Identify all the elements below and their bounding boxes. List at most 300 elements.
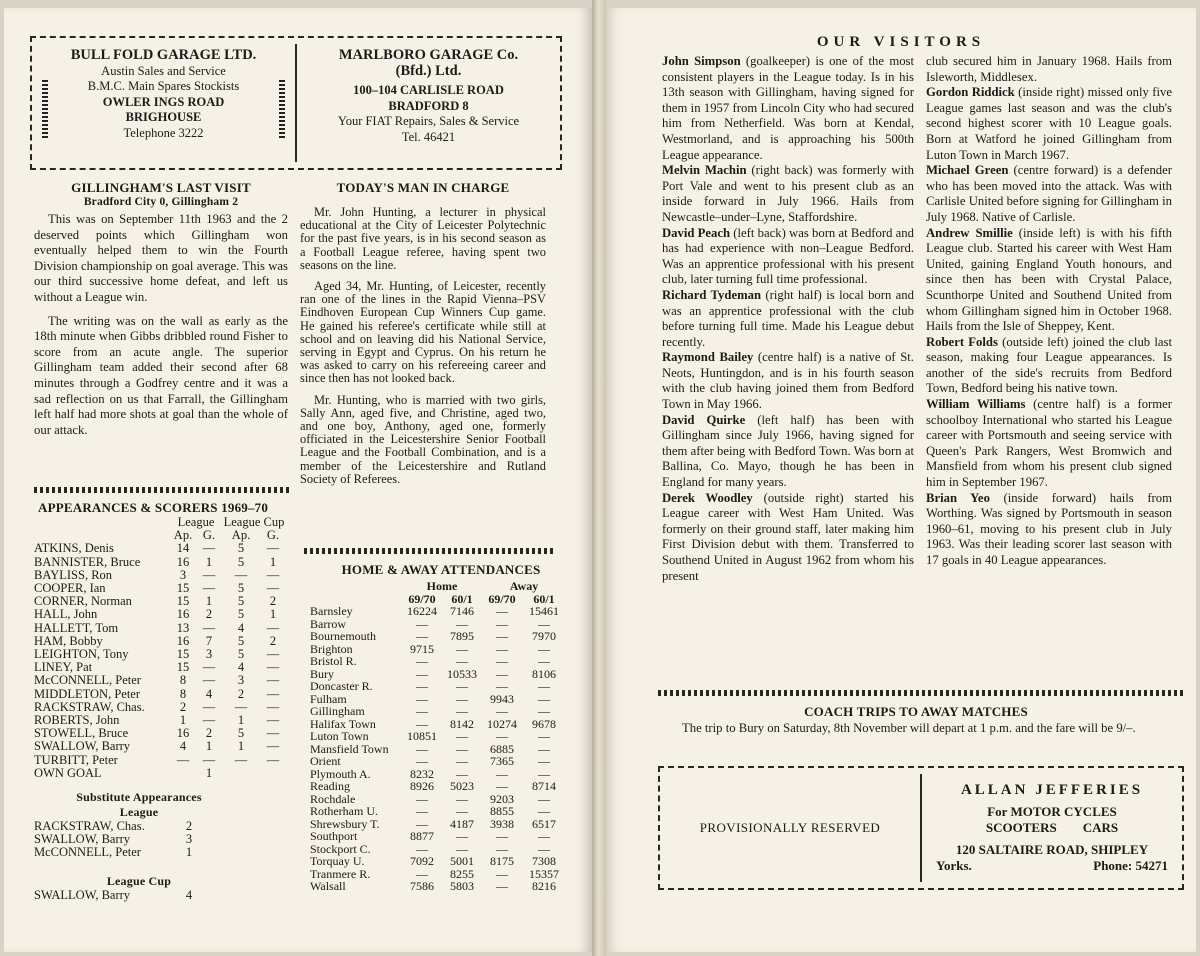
row-value: 15 <box>176 581 190 596</box>
bull-fold-name: BULL FOLD GARAGE LTD. <box>70 47 257 63</box>
row-label: Fulham <box>310 691 347 706</box>
row-value <box>222 767 260 780</box>
row-value: — <box>416 666 428 681</box>
row-label: Plymouth A. <box>310 766 371 781</box>
row-label: Barnsley <box>310 604 353 618</box>
row-value: 4 <box>205 686 213 701</box>
col-header: G. <box>202 528 216 543</box>
row-value: 5 <box>237 554 245 569</box>
row-value: 7895 <box>450 629 474 643</box>
col-header: 69/70 <box>408 591 436 606</box>
attendances-table <box>310 580 566 893</box>
row-label: Stockport C. <box>310 841 371 856</box>
player-name: David Quirke <box>662 412 746 427</box>
decor-bars-icon <box>42 80 48 138</box>
row-label: Gillingham <box>310 704 365 718</box>
row-value: — <box>496 666 508 681</box>
row-label: Walsall <box>310 879 346 893</box>
table-row <box>34 556 286 569</box>
row-value: 2 <box>205 607 213 622</box>
row-value: — <box>266 541 280 556</box>
row-value: 1 <box>237 739 245 754</box>
row-label: ROBERTS, John <box>34 713 120 728</box>
row-value: — <box>456 741 468 756</box>
row-label: McCONNELL, Peter <box>34 845 141 860</box>
ad-line: Your FIAT Repairs, Sales & Service <box>337 114 520 128</box>
row-value: — <box>266 581 280 596</box>
col-header: G. <box>266 528 280 543</box>
player-text: (right half) is local born and was an apprentice professional with the club before turning full time. Made his League debut recently. <box>662 287 914 349</box>
row-label: OWN GOAL <box>34 765 102 780</box>
row-label: Luton Town <box>310 729 369 743</box>
player-text: (inside left) is with his fifth League club. Started his career with West Ham United, gaining England Youth honours, and since then has been with Crystal Palace, Scunthorpe United and Southend United from whom Gillingham signed him in October 1968. Hails from the Isle of Sheppey, Kent. <box>926 225 1172 334</box>
row-value: — <box>538 829 550 843</box>
row-value: — <box>416 704 428 718</box>
row-value <box>170 767 196 780</box>
row-label: RACKSTRAW, Chas. <box>34 819 145 834</box>
row-value: — <box>266 567 280 582</box>
row-label: Brighton <box>310 641 353 656</box>
row-value: 7146 <box>450 604 474 618</box>
ad-line: Tel. 46421 <box>401 129 456 144</box>
row-value: 3 <box>237 673 245 688</box>
right-advert-box <box>658 766 1184 890</box>
row-value: 16 <box>176 607 190 622</box>
row-value: 5 <box>237 594 245 609</box>
row-value: 8232 <box>410 766 434 781</box>
row-value: 8255 <box>450 866 474 881</box>
row-value: — <box>456 679 468 693</box>
row-value: 1 <box>205 765 213 780</box>
row-value: — <box>202 673 216 688</box>
row-value: 5023 <box>450 779 474 793</box>
row-value: 8877 <box>410 829 434 843</box>
match-result: Bradford City 0, Gillingham 2 <box>83 196 239 208</box>
player-profile <box>662 413 914 491</box>
table-row <box>310 655 566 668</box>
col-header: League Cup <box>223 515 285 529</box>
row-value: — <box>202 541 216 556</box>
row-value: 9678 <box>532 716 556 731</box>
row-value: 9715 <box>410 641 434 656</box>
player-text: (inside right) missed only five League games last season and was the club's second highest scorer with 10 League goals. Born at Watford he joined Gillingham from Luton Town in March 1967. <box>926 85 1172 162</box>
player-profile <box>926 397 1172 491</box>
table-row <box>34 740 286 753</box>
section-heading: HOME & AWAY ATTENDANCES <box>341 562 541 577</box>
player-profile <box>926 163 1172 225</box>
row-value: — <box>416 679 428 693</box>
row-value: — <box>496 729 508 743</box>
row-value: — <box>496 704 508 718</box>
row-value: — <box>416 629 428 643</box>
row-value: — <box>496 654 508 668</box>
row-label: BAYLISS, Ron <box>34 567 113 582</box>
table-row <box>310 805 566 818</box>
row-value: 1 <box>179 713 187 728</box>
player-profile <box>662 491 914 585</box>
player-name: William Williams <box>926 397 1026 412</box>
row-value: 2 <box>205 726 213 741</box>
ad-line: For MOTOR CYCLES <box>987 804 1117 819</box>
row-value: — <box>266 660 280 675</box>
row-label: Shrewsbury T. <box>310 816 380 831</box>
player-name: Richard Tydeman <box>662 287 762 302</box>
coach-text: The trip to Bury on Saturday, 8th November will depart at 1 p.m. and the fare will be 9/–. <box>682 721 1136 735</box>
row-value: 3 <box>185 832 193 847</box>
appearances-section <box>34 500 302 902</box>
col-header: 60/1 <box>533 591 555 606</box>
table-row <box>34 542 286 555</box>
player-text: (centre half) is a former schoolboy International who started his League career with Portsmouth and seeing service with Queen's Park Rangers, West Bromwich and Mansfield from whom his present club signed him in September 1967. <box>926 397 1172 490</box>
table-row <box>34 608 286 621</box>
row-value: — <box>202 581 216 596</box>
marlboro-name-2: (Bfd.) Ltd. <box>395 62 462 79</box>
ad-line: SCOOTERS CARS <box>985 820 1119 835</box>
ad-line: 120 SALTAIRE ROAD, SHIPLEY <box>955 842 1149 857</box>
row-value: 2 <box>269 633 277 648</box>
ad-line: Phone: 54271 <box>1093 858 1168 873</box>
row-value: — <box>496 629 508 643</box>
row-value: — <box>496 604 508 618</box>
row-value: — <box>538 641 550 656</box>
player-text: (left back) was born at Bedford and has had experience with non–League Bedford. Was an apprentice professional with his present club, later turning full time professional. <box>662 225 914 287</box>
player-text: club secured him in January 1968. Hails from Isleworth, Middlesex. <box>926 54 1172 84</box>
left-page <box>4 8 592 952</box>
player-name: Melvin Machin <box>662 163 747 178</box>
paragraph: This was on September 11th 1963 and the 2 deserved points which Gillingham won eventually helped them to win the Fourth Division championship on goal average. This was our third successive home defeat, and left us without a League win. <box>34 212 288 304</box>
table-row <box>310 730 566 743</box>
row-value: — <box>416 616 428 631</box>
table-row <box>310 868 566 881</box>
row-value: — <box>416 866 428 881</box>
row-value: 14 <box>176 541 190 556</box>
row-value: 4 <box>237 620 245 635</box>
row-label: Halifax Town <box>310 716 376 731</box>
row-label: McCONNELL, Peter <box>34 673 141 688</box>
ad-line: 100–104 CARLISLE ROAD <box>353 83 504 97</box>
row-value: 4 <box>237 660 245 675</box>
marlboro-advert <box>297 38 560 168</box>
paragraph: Mr. John Hunting, a lecturer in physical educational at the City of Leicester Polytechnic for the past five years, is in his second season as a Football League referee, having spent two seasons on the line. <box>300 205 546 272</box>
table-row <box>310 755 566 768</box>
provisional-advert: PROVISIONALLY RESERVED <box>699 820 881 835</box>
row-label: Barrow <box>310 616 346 631</box>
row-value: — <box>266 752 280 767</box>
row-value: — <box>266 647 280 662</box>
player-text: (centre forward) is a defender who has been moved into the attack. Was with Carlisle United before signing for Gillingham in July 1968. Native of Carlisle. <box>926 163 1172 224</box>
row-value: — <box>202 699 216 714</box>
row-value: — <box>202 752 216 767</box>
row-value: — <box>496 766 508 781</box>
row-value: 4 <box>179 739 187 754</box>
substitute-table <box>34 820 204 860</box>
player-name: David Peach <box>662 225 731 240</box>
row-value: — <box>202 660 216 675</box>
row-label: Torquay U. <box>310 854 365 868</box>
row-value: 5 <box>237 541 245 556</box>
player-text: (left half) has been with Gillingham since July 1966, having signed for them after being with Bedford Town. Was born at Ballina, Co. Mayo, though he has been in England for many years. <box>662 412 914 490</box>
row-value: — <box>456 766 468 781</box>
player-text: (outside right) started his League career with West Ham United. Was formerly on their ground staff, later making him First Division debut with them. Transferred to Southend United in August 1962 from whom his present <box>662 490 914 583</box>
row-value: — <box>496 879 508 893</box>
row-value: 3 <box>205 647 213 662</box>
player-profile <box>926 335 1172 397</box>
player-name: John Simpson <box>662 54 741 68</box>
visitors-heading: OUR VISITORS <box>816 34 986 50</box>
col-header: Home <box>426 579 458 593</box>
row-value: 5 <box>237 726 245 741</box>
row-value: — <box>234 752 248 767</box>
row-value: 15 <box>176 594 190 609</box>
row-label: Mansfield Town <box>310 741 389 756</box>
row-value: 13 <box>176 620 190 635</box>
row-value: — <box>266 726 280 741</box>
row-label: HAM, Bobby <box>34 633 103 648</box>
row-value: 5 <box>237 633 245 648</box>
player-name: Gordon Riddick <box>926 85 1015 100</box>
row-label: Rotherham U. <box>310 804 378 818</box>
row-value: — <box>234 567 248 582</box>
row-label: SWALLOW, Barry <box>34 739 131 754</box>
row-value: 2 <box>185 819 193 834</box>
player-profile <box>662 54 914 163</box>
row-value: — <box>202 713 216 728</box>
row-value: 5803 <box>450 879 474 893</box>
row-value: — <box>456 804 468 818</box>
table-row <box>34 754 286 767</box>
row-value: — <box>456 616 468 631</box>
table-row <box>34 688 286 701</box>
row-value: 1 <box>205 554 213 569</box>
row-value: 10274 <box>487 716 517 731</box>
row-label: LINEY, Pat <box>34 660 93 675</box>
row-value: 8 <box>179 673 187 688</box>
table-row <box>310 605 566 618</box>
sub-heading: Substitute Appearances <box>76 790 202 805</box>
attendances-section <box>310 562 572 893</box>
referee-section <box>300 180 546 486</box>
row-value: — <box>538 679 550 693</box>
row-value: — <box>456 791 468 806</box>
row-value: 9203 <box>490 791 514 806</box>
garage-advert-box <box>30 36 562 170</box>
row-value <box>260 767 286 780</box>
cup-sub-table <box>34 889 204 902</box>
row-label: LEIGHTON, Tony <box>34 647 129 662</box>
row-value: — <box>456 691 468 706</box>
row-value: 8 <box>179 686 187 701</box>
player-profile <box>662 350 914 412</box>
visitors-column-2 <box>926 54 1172 569</box>
row-label: COOPER, Ian <box>34 581 106 596</box>
row-label: Bournemouth <box>310 629 376 643</box>
row-label: CORNER, Norman <box>34 594 132 609</box>
row-value: 5 <box>237 581 245 596</box>
row-value: — <box>266 699 280 714</box>
row-value: — <box>456 654 468 668</box>
ad-line: Telephone 3222 <box>123 125 204 140</box>
row-value: — <box>496 616 508 631</box>
row-value: 8175 <box>490 854 514 868</box>
player-text: (centre half) is a native of St. Neots, Huntingdon, and is in his fourth season with the club having joined them from Bedford Town in May 1966. <box>662 350 914 412</box>
row-value: — <box>234 699 248 714</box>
row-label: Doncaster R. <box>310 679 373 693</box>
paragraph: Mr. Hunting, who is married with two girls, Sally Ann, aged five, and Christine, aged two, and one boy, Anthony, aged one, formerly officiated in the Leicestershire Senior Football League and the Football Combination, and is a member of the Leicestershire and Rutland Society of Referees. <box>300 392 546 486</box>
row-value: — <box>538 791 550 806</box>
row-value: — <box>266 673 280 688</box>
table-row <box>310 743 566 756</box>
row-value: 1 <box>205 594 213 609</box>
row-label: Bristol R. <box>310 654 357 668</box>
player-profile <box>926 85 1172 163</box>
row-value: — <box>202 567 216 582</box>
player-text: (right back) was formerly with Port Vale and went to his present club as an inside forward in July 1966. Hails from Newcastle–under–Lyne, Staffordshire. <box>662 163 914 224</box>
row-value: — <box>538 754 550 768</box>
row-value: 1 <box>269 607 277 622</box>
table-row <box>310 880 566 893</box>
row-value: 1 <box>269 554 277 569</box>
row-value: 8216 <box>532 879 556 893</box>
ad-line: Yorks. <box>936 858 972 873</box>
row-value: 3938 <box>490 816 514 831</box>
row-value: 7 <box>205 633 213 648</box>
row-value: — <box>416 791 428 806</box>
row-value: — <box>416 841 428 856</box>
row-value: — <box>496 829 508 843</box>
row-value: — <box>416 654 428 668</box>
row-value: 7092 <box>410 854 434 868</box>
ad-line: B.M.C. Main Spares Stockists <box>87 79 240 93</box>
table-row <box>34 674 286 687</box>
visitors-column-1 <box>662 54 914 584</box>
paragraph: Aged 34, Mr. Hunting, of Leicester, recently ran one of the lines in the Rapid Vienna–PSV Eindhoven European Cup Winners Cup game. He gained his referee's certificate while still at school and on leaving did his National Service, serving in Egypt and Cyprus. On his return he was asked to carry on his refereeing career and since then has not looked back. <box>300 279 546 386</box>
col-header: League <box>177 515 215 529</box>
table-row <box>310 830 566 843</box>
row-value: — <box>176 752 190 767</box>
book-spine <box>592 0 606 956</box>
row-value: 16 <box>176 726 190 741</box>
row-value: — <box>416 716 428 731</box>
row-label: Bury <box>310 666 334 681</box>
player-name: Robert Folds <box>926 334 998 349</box>
row-value: — <box>538 616 550 631</box>
table-row <box>34 622 286 635</box>
row-value: — <box>496 866 508 881</box>
row-value: — <box>416 816 428 831</box>
row-label: TURBITT, Peter <box>34 752 118 767</box>
player-profile <box>662 226 914 288</box>
allan-jefferies-advert <box>922 768 1182 888</box>
row-value: 8106 <box>532 666 556 681</box>
row-value: — <box>266 739 280 754</box>
row-label: SWALLOW, Barry <box>34 887 131 902</box>
player-name: Derek Woodley <box>662 490 753 505</box>
player-profile <box>662 288 914 350</box>
row-value: 4 <box>185 887 193 902</box>
row-value: — <box>416 691 428 706</box>
row-value: 7970 <box>532 629 556 643</box>
row-value: — <box>266 620 280 635</box>
ad-line: OWLER INGS ROAD <box>102 94 225 109</box>
sub-heading: League Cup <box>106 873 172 888</box>
row-value: — <box>456 754 468 768</box>
last-visit-section <box>34 180 288 438</box>
player-text: (goalkeeper) is one of the most consistent players in the League today. Is in his 13th season with Gillingham, having signed for them in 1957 from Lincoln City who had secured him from Netherfield. Was born at Kendal, Westmorland, and is approaching his 500th League appearance. <box>662 54 914 162</box>
row-value: — <box>538 804 550 818</box>
row-value: 8714 <box>532 779 556 793</box>
player-name: Michael Green <box>926 163 1009 178</box>
col-header: Ap. <box>231 528 251 543</box>
row-value: 8142 <box>450 716 474 731</box>
row-value: 16 <box>176 633 190 648</box>
row-value: — <box>456 729 468 743</box>
row-label: RACKSTRAW, Chas. <box>34 699 145 714</box>
row-value: 15 <box>176 660 190 675</box>
bull-fold-advert <box>32 38 295 168</box>
row-label: MIDDLETON, Peter <box>34 686 140 701</box>
row-value: — <box>456 829 468 843</box>
appearances-table <box>34 516 286 780</box>
player-profile <box>926 226 1172 335</box>
ad-line: BRADFORD 8 <box>388 98 469 113</box>
player-name: Andrew Smillie <box>926 225 1013 240</box>
table-row <box>310 630 566 643</box>
row-value: — <box>416 754 428 768</box>
row-label: ATKINS, Denis <box>34 541 114 556</box>
row-value: 1 <box>205 739 213 754</box>
row-value: — <box>538 741 550 756</box>
player-text: (outside left) joined the club last season, making four League appearances. Is another of the side's recruits from Bedford Town, Bedford being his native town. <box>926 334 1172 396</box>
sub-heading: League <box>119 805 159 820</box>
row-value: — <box>496 641 508 656</box>
row-value: — <box>496 841 508 856</box>
player-profile <box>926 54 1172 85</box>
right-page <box>606 8 1196 952</box>
row-value: — <box>416 804 428 818</box>
wavy-rule <box>34 487 290 493</box>
col-header: Ap. <box>173 528 193 543</box>
paragraph: The writing was on the wall as early as the 18th minute when Gibbs dribbled round Fisher to score from an acute angle. The superior Gillingham team added their second after 68 minutes through a Godfrey centre and it was a sad reflection on us that Farrall, the Gillingham left half had more shots at goal than the whole of our attack. <box>34 313 288 437</box>
row-label: HALLETT, Tom <box>34 620 119 635</box>
ad-line: Austin Sales and Service <box>101 63 226 78</box>
row-value: 1 <box>237 713 245 728</box>
table-row <box>310 705 566 718</box>
row-value: 7586 <box>410 879 434 893</box>
row-value: 16 <box>176 554 190 569</box>
table-row <box>34 846 204 859</box>
row-value: 2 <box>179 699 187 714</box>
row-value: — <box>266 713 280 728</box>
col-header: 60/1 <box>451 591 473 606</box>
row-label: Reading <box>310 779 350 793</box>
row-value: 10851 <box>407 729 437 743</box>
table-row <box>310 780 566 793</box>
row-value: 8855 <box>490 804 514 818</box>
row-value: — <box>416 741 428 756</box>
row-value: 3 <box>179 567 187 582</box>
row-value: 8926 <box>410 779 434 793</box>
row-value: — <box>538 704 550 718</box>
row-value: — <box>538 654 550 668</box>
player-name: Brian Yeo <box>926 490 990 505</box>
row-value: 1 <box>185 845 193 860</box>
row-value: 6517 <box>532 816 556 831</box>
coach-heading: COACH TRIPS TO AWAY MATCHES <box>804 704 1028 719</box>
row-value: 7308 <box>532 854 556 868</box>
row-value: 5 <box>237 647 245 662</box>
row-value: — <box>456 704 468 718</box>
row-value: 2 <box>269 594 277 609</box>
